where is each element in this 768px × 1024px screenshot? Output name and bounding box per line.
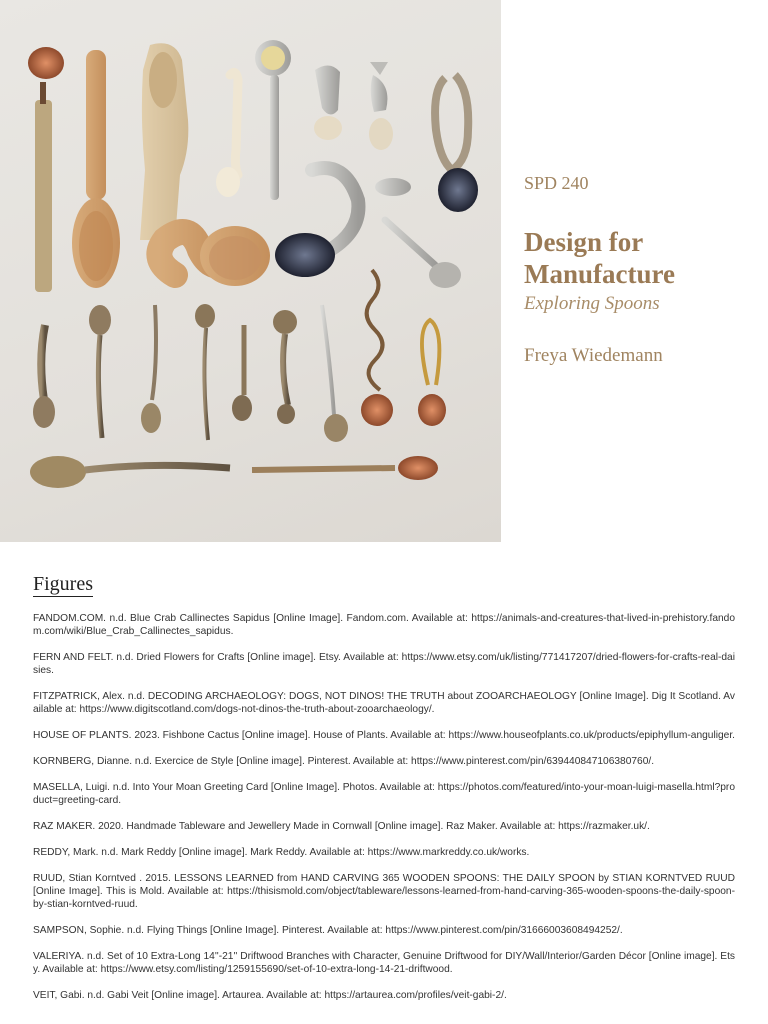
reference-item: MASELLA, Luigi. n.d. Into Your Moan Greeting Card [Online Image]. Photos. Available at: https://photos.com/featured/into-your-moan-luigi-masella.html?product=greeting-card. bbox=[33, 782, 735, 806]
wooden-spoon bbox=[72, 50, 120, 288]
reference-item: VEIT, Gabi. n.d. Gabi Veit [Online image]. Artaurea. Available at: https://artaurea.com/profiles/veit-gabi-2/. bbox=[33, 990, 507, 1001]
long-bronze-spoon bbox=[30, 456, 230, 488]
bronze-slim-spoon bbox=[195, 304, 215, 440]
pewter-spoon-gold-bowl bbox=[255, 40, 291, 200]
reference-item: FITZPATRICK, Alex. n.d. DECODING ARCHAEOLOGY: DOGS, NOT DINOS! THE TRUTH about ZOOARCHAEOLOGY [Online Image]. Dig It Scotland. Available at: https://www.digitscotland.com/dogs-not-dinos-the-truth-about-zooarchaeology/. bbox=[33, 691, 735, 715]
stick-copper-spoon bbox=[252, 456, 438, 480]
bone-spoon bbox=[216, 72, 240, 197]
mushroom-spoon bbox=[273, 310, 297, 424]
cover-photo bbox=[0, 0, 501, 542]
s-curve-wooden-spoon bbox=[159, 226, 270, 286]
loop-silver-spoon bbox=[435, 75, 478, 212]
reference-item: FERN AND FELT. n.d. Dried Flowers for Crafts [Online image]. Etsy. Available at: https://www.etsy.com/uk/listing/771417207/dried-flowers-for-crafts-real-daisies. bbox=[33, 652, 735, 676]
squiggle-copper-spoon bbox=[361, 270, 393, 426]
reference-item: RUUD, Stian Korntved . 2015. LESSONS LEARNED from HAND CARVING 365 WOODEN SPOONS: THE DAILY SPOON by STIAN KORNTVED RUUD [Online Image]. This is Mold. Available at: https://thisismold.com/object/tableware/lessons-learned-from-hand-carving-365-wooden-spoons-the-daily-spoon-by-stian-korntved-ruud. bbox=[33, 873, 735, 910]
reference-item: KORNBERG, Dianne. n.d. Exercice de Style [Online image]. Pinterest. Available at: https://www.pinterest.com/pin/639440847106380760/. bbox=[33, 756, 655, 767]
bronze-twig-spoon bbox=[33, 325, 55, 428]
course-code: SPD 240 bbox=[524, 173, 589, 193]
reference-item: HOUSE OF PLANTS. 2023. Fishbone Cactus [Online image]. House of Plants. Available at: https://www.houseofplants.co.uk/products/epiphyllum-anguliger. bbox=[33, 730, 735, 741]
spoon-collection-illustration bbox=[0, 0, 501, 542]
reference-item: FANDOM.COM. n.d. Blue Crab Callinectes Sapidus [Online Image]. Fandom.com. Available at: https://animals-and-creatures-that-lived-in-prehistory.fandom.com/wiki/Blue_Crab_Callinectes_sapidus. bbox=[33, 613, 735, 637]
document-title: Design for Manufacture bbox=[524, 227, 675, 289]
silver-scoop bbox=[314, 65, 342, 140]
reference-item: REDDY, Mark. n.d. Mark Reddy [Online image]. Mark Reddy. Available at: https://www.markreddy.co.uk/works. bbox=[33, 847, 530, 858]
carved-wood-blank bbox=[140, 43, 188, 240]
silver-stem-spoon bbox=[322, 305, 348, 442]
reference-item: RAZ MAKER. 2020. Handmade Tableware and Jewellery Made in Cornwall [Online image]. Raz Maker. Available at: https://razmaker.uk/. bbox=[33, 821, 650, 832]
reference-item: VALERIYA. n.d. Set of 10 Extra-Long 14''-21'' Driftwood Branches with Character, Genuine Driftwood for DIY/Wall/Interior/Garden Décor [Online image]. Etsy. Available at: https://www.etsy.com/listing/1259155690/set-of-10-extra-long-14-21-driftwood. bbox=[33, 951, 735, 975]
bronze-spoon bbox=[89, 305, 111, 438]
fish-spoon bbox=[369, 62, 393, 150]
copper-stick-spoon bbox=[28, 47, 64, 292]
document-subtitle: Exploring Spoons bbox=[524, 293, 660, 314]
figures-reference-list bbox=[33, 612, 735, 1015]
mussel-shell-spoon bbox=[275, 168, 358, 277]
twig-spoon bbox=[141, 305, 161, 433]
author-name: Freya Wiedemann bbox=[524, 345, 663, 366]
small-bronze-spoon bbox=[232, 325, 252, 421]
brass-loop-spoon bbox=[418, 320, 446, 426]
figures-heading: Figures bbox=[33, 573, 93, 595]
reference-item: SAMPSON, Sophie. n.d. Flying Things [Online Image]. Pinterest. Available at: https://www.pinterest.com/pin/31666003608494252/. bbox=[33, 925, 623, 936]
